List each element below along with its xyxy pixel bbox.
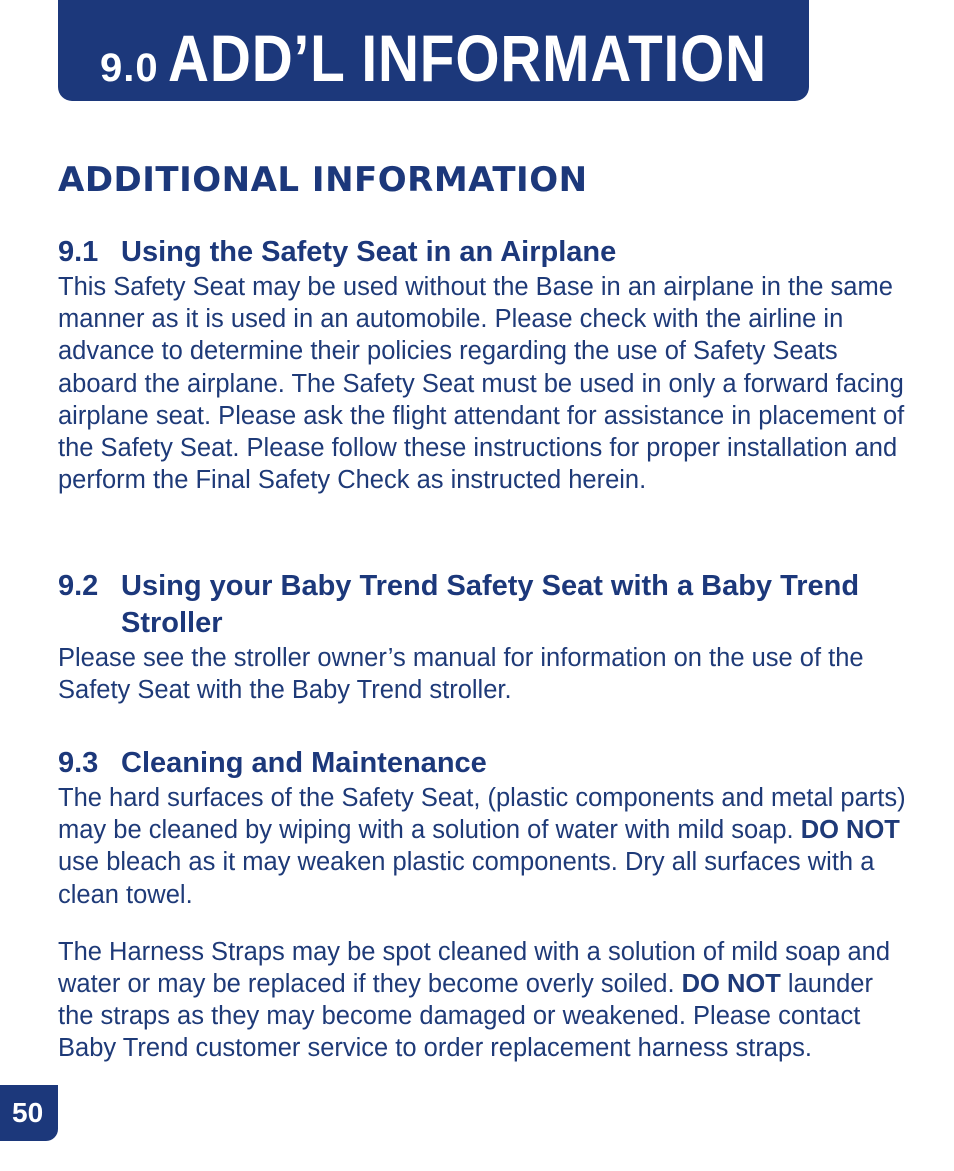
section-number: 9.3 [58, 747, 99, 779]
section-heading [58, 568, 908, 642]
paragraph-text: The Harness Straps may be spot cleaned with a solution of mild soap and water or may be replaced if they become overly soiled. [58, 937, 891, 999]
paragraph-text: use bleach as it may weaken plastic components. Dry all surfaces with a clean towel. [58, 848, 875, 909]
paragraph: Please see the stroller owner’s manual for information on the use of the Safety Seat with the Baby Trend stroller. [58, 644, 864, 705]
chapter-number: 9.0 [100, 46, 159, 90]
section-title: Using your Baby Trend Safety Seat with a Baby Trend Stroller [121, 570, 860, 639]
chapter-title [100, 20, 864, 96]
section-title: Cleaning and Maintenance [121, 747, 487, 779]
page-heading: ADDITIONAL INFORMATION [58, 160, 588, 200]
paragraph-text: The hard surfaces of the Safety Seat, (plastic components and metal parts) may be cleaned by wiping with a solution of water with mild soap. [58, 784, 906, 845]
paragraph [58, 936, 908, 1065]
paragraph [58, 782, 908, 911]
warning-do-not: DO NOT [800, 816, 900, 845]
paragraph: This Safety Seat may be used without the Base in an airplane in the same manner as it is used in an automobile. Please check with the airline in advance to determine their policies regarding the use of Safety Seats aboard the airplane. The Safety Seat must be used in only a forward facing airplane seat. Please ask the flight attendant for assistance in placement of the Safety Seat. Please follow these instructions for proper installation and perform the Final Safety Check as instructed herein. [58, 273, 905, 495]
section-number: 9.1 [58, 236, 99, 268]
section-airplane [58, 234, 908, 496]
section-cleaning [58, 745, 908, 1065]
section-stroller [58, 568, 908, 706]
section-number: 9.2 [58, 570, 99, 602]
paragraph-text: launder the straps as they may become damaged or weakened. Please contact Baby Trend customer service to order replacement harness straps. [58, 970, 873, 1063]
section-heading [58, 745, 908, 782]
page-number: 50 [12, 1097, 44, 1128]
page-number-badge [0, 1085, 58, 1141]
section-heading [58, 234, 908, 271]
section-title: Using the Safety Seat in an Airplane [121, 236, 617, 268]
warning-do-not: DO NOT [681, 970, 781, 999]
chapter-title-text: ADD’L INFORMATION [167, 21, 767, 95]
